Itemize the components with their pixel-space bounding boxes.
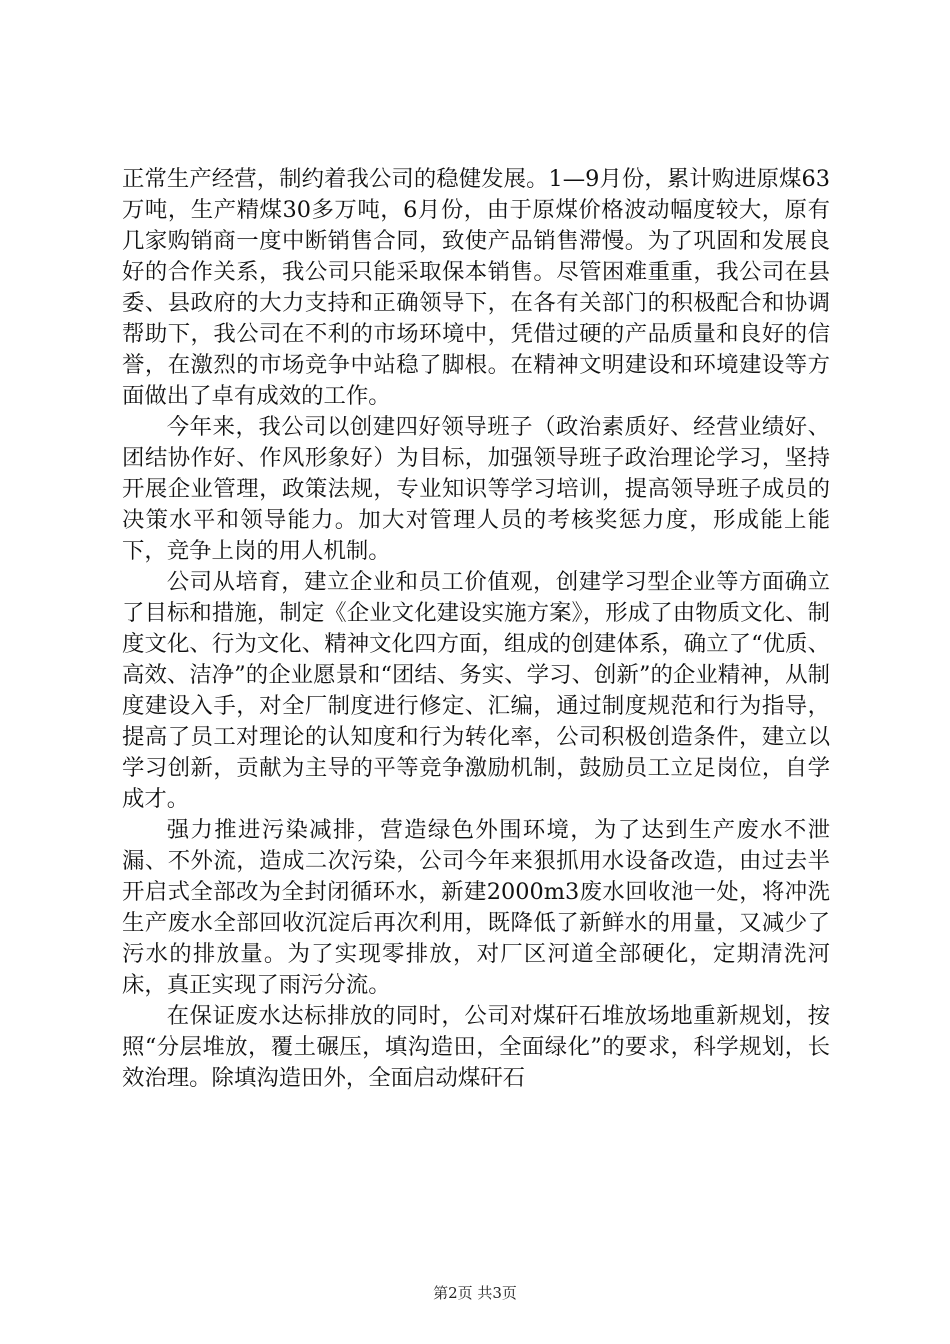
paragraph-2: 今年来，我公司以创建四好领导班子（政治素质好、经营业绩好、团结协作好、作风形象好）为目标，加强领导班子政治理论学习，坚持开展企业管理，政策法规，专业知识等学习培训，提高领导班子成员的决策水平和领导能力。加大对管理人员的考核奖惩力度，形成能上能下，竞争上岗的用人机制。 [122, 414, 830, 564]
paragraph-5: 在保证废水达标排放的同时，公司对煤矸石堆放场地重新规划，按照“分层堆放，覆土碾压，填沟造田，全面绿化”的要求，科学规划，长效治理。除填沟造田外，全面启动煤矸石 [122, 1003, 830, 1091]
paragraph-4: 强力推进污染减排，营造绿色外围环境，为了达到生产废水不泄漏、不外流，造成二次污染，公司今年来狠抓用水设备改造，由过去半开启式全部改为全封闭循环水，新建2000m3废水回收池一处，将冲洗生产废水全部回收沉淀后再次利用，既降低了新鲜水的用量，又减少了污水的排放量。为了实现零排放，对厂区河道全部硬化，定期清洗河床，真正实现了雨污分流。 [122, 817, 830, 998]
paragraph-3: 公司从培育，建立企业和员工价值观，创建学习型企业等方面确立了目标和措施，制定《企业文化建设实施方案》，形成了由物质文化、制度文化、行为文化、精神文化四方面，组成的创建体系，确立了“优质、高效、洁净”的企业愿景和“团结、务实、学习、创新”的企业精神，从制度建设入手，对全厂制度进行修定、汇编，通过制度规范和行为指导，提高了员工对理论的认知度和行为转化率，公司积极创造条件，建立以学习创新，贡献为主导的平等竞争激励机制，鼓励员工立足岗位，自学成才。 [122, 569, 830, 812]
page-footer: 第2页 共3页 [433, 1284, 517, 1302]
document-body [122, 164, 830, 1094]
paragraph-1: 正常生产经营，制约着我公司的稳健发展。1—9月份，累计购进原煤63万吨，生产精煤30多万吨，6月份，由于原煤价格波动幅度较大，原有几家购销商一度中断销售合同，致使产品销售滞慢。为了巩固和发展良好的合作关系，我公司只能采取保本销售。尽管困难重重，我公司在县委、县政府的大力支持和正确领导下，在各有关部门的积极配合和协调帮助下，我公司在不利的市场环境中，凭借过硬的产品质量和良好的信誉，在激烈的市场竞争中站稳了脚根。在精神文明建设和环境建设等方面做出了卓有成效的工作。 [122, 166, 830, 409]
